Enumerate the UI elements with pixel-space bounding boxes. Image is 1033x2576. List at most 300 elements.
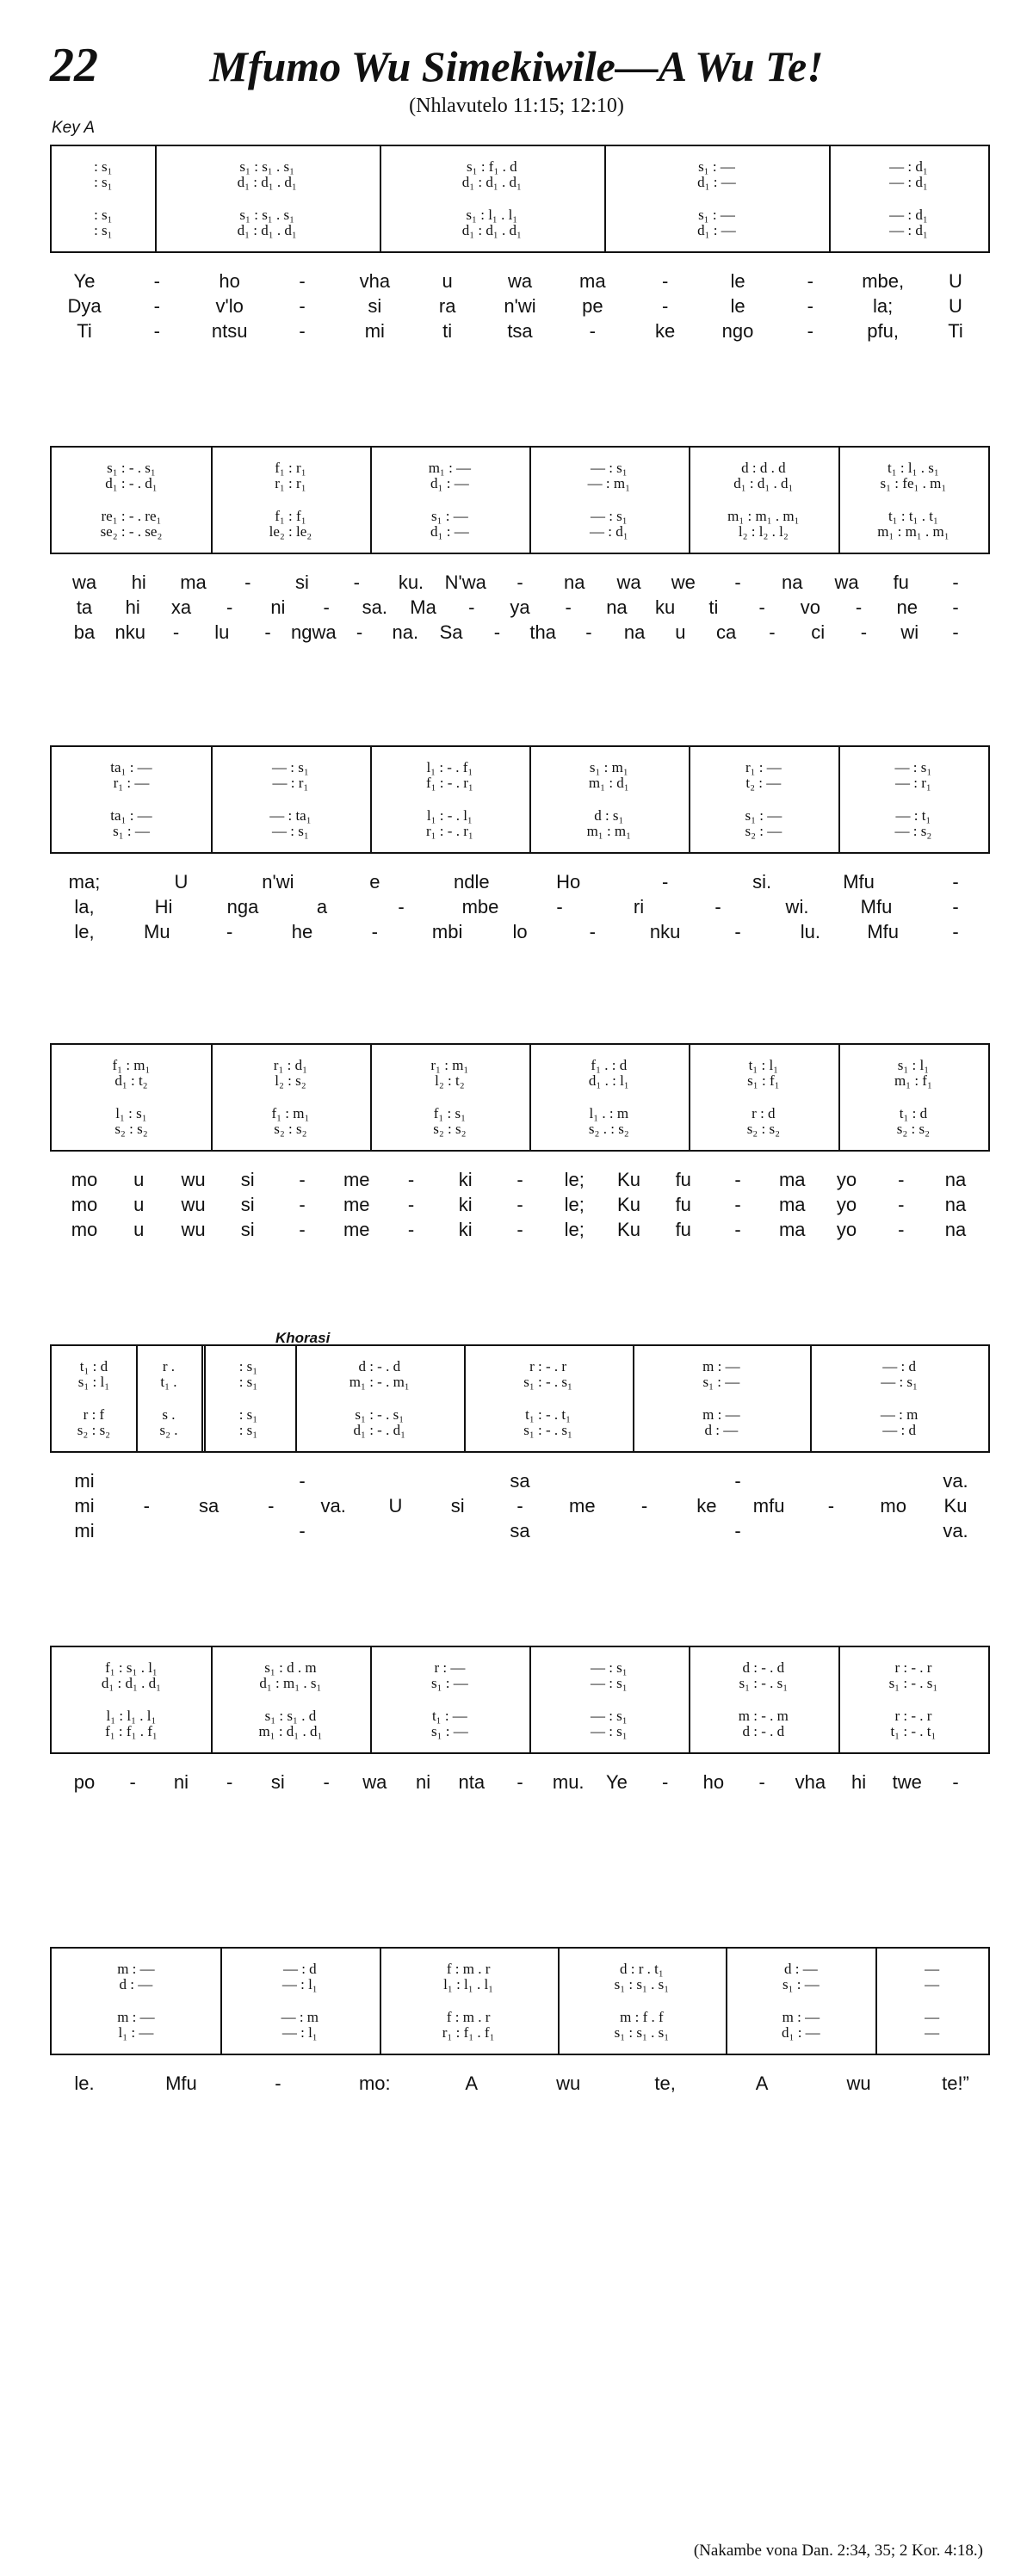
- lyric-syllable: A: [755, 2073, 769, 2094]
- solfa-cell: s₁ : l₁ . l₁: [466, 207, 518, 223]
- lyric-syllable: -: [275, 2073, 281, 2094]
- lyric-syllable: -: [153, 295, 160, 317]
- solfa-line: [52, 775, 988, 792]
- solfa-cell: — : t₁: [895, 807, 931, 824]
- solfa-cell: t₁ : - . t₁: [525, 1406, 572, 1423]
- solfa-cell: l₁ : s₁: [115, 1105, 147, 1121]
- key-signature: Key A: [52, 119, 95, 137]
- lyrics-block: [50, 270, 990, 345]
- lyric-syllable: va.: [943, 1520, 968, 1541]
- lyric-line: [50, 896, 990, 921]
- lyric-syllable: ke: [655, 320, 676, 342]
- lyric-syllable: -: [661, 270, 669, 292]
- solfa-cell: t₁ : - . t₁: [890, 1723, 937, 1739]
- lyric-syllable: si: [295, 571, 309, 593]
- solfa-cell: s₁ : —: [745, 807, 782, 824]
- lyric-syllable: -: [299, 1219, 306, 1240]
- notation-system: [50, 1646, 990, 1754]
- solfa-cell: r : d: [752, 1105, 776, 1121]
- solfa-cell: d : r . t₁: [620, 1961, 664, 1977]
- solfa-cell: s₁ : f₁ . d: [467, 158, 517, 175]
- solfa-cell: d₁ : - . d₁: [105, 475, 158, 491]
- lyric-syllable: -: [516, 1169, 523, 1190]
- solfa-cell: d₁ : m₁ . s₁: [259, 1675, 322, 1691]
- solfa-cell: m₁ : d₁: [588, 775, 629, 791]
- lyric-syllable: wi: [900, 621, 919, 643]
- solfa-cell: s₁ : —: [431, 1675, 468, 1691]
- lyric-syllable: tsa: [507, 320, 533, 342]
- lyric-syllable: twe: [892, 1771, 922, 1793]
- solfa-cell: d₁ : d₁ . d₁: [237, 222, 297, 238]
- solfa-cell: ta₁ : —: [110, 759, 152, 775]
- lyric-syllable: la;: [873, 295, 894, 317]
- solfa-cell: s₁ : - . s₁: [107, 460, 156, 476]
- lyric-line: [50, 1470, 990, 1495]
- solfa-cell: t₁ : d: [79, 1358, 108, 1374]
- lyric-syllable: ki: [458, 1169, 473, 1190]
- lyric-syllable: le;: [564, 1169, 585, 1190]
- solfa-cell: s₂ : —: [745, 823, 782, 839]
- lyric-syllable: si: [270, 1771, 285, 1793]
- lyric-syllable: mi: [74, 1495, 95, 1517]
- lyric-syllable: -: [264, 621, 271, 643]
- lyric-syllable: -: [898, 1194, 905, 1215]
- lyric-syllable: na: [564, 571, 585, 593]
- lyric-syllable: ku.: [398, 571, 424, 593]
- lyric-syllable: na: [606, 596, 628, 618]
- lyric-line: [50, 1169, 990, 1194]
- lyric-syllable: fu: [675, 1169, 691, 1190]
- lyric-syllable: ki: [458, 1219, 473, 1240]
- solfa-cell: f₁ : r₁: [275, 460, 306, 476]
- lyric-syllable: Ye: [73, 270, 96, 292]
- lyric-syllable: sa.: [362, 596, 388, 618]
- lyric-syllable: -: [299, 1169, 306, 1190]
- lyric-syllable: Ku: [943, 1495, 968, 1517]
- lyric-syllable: ta: [76, 596, 93, 618]
- lyric-syllable: sa: [510, 1520, 530, 1541]
- lyric-syllable: na: [623, 621, 646, 643]
- solfa-cell: — : s₁: [894, 759, 932, 775]
- solfa-cell: d₁ : - . d₁: [353, 1422, 406, 1438]
- solfa-cell: s₂ : s₂: [114, 1121, 148, 1137]
- lyrics-block: [50, 571, 990, 646]
- lyric-syllable: -: [516, 1771, 523, 1793]
- lyric-syllable: ki: [458, 1194, 473, 1215]
- lyric-syllable: -: [734, 1520, 741, 1541]
- lyric-syllable: Ti: [77, 320, 92, 342]
- solfa-cell: s₁ : s₁ . s₁: [614, 2024, 670, 2041]
- solfa-cell: m₁ : m₁ . m₁: [877, 523, 949, 540]
- lyric-syllable: me: [343, 1169, 370, 1190]
- solfa-cell: s₂ . : s₂: [588, 1121, 629, 1137]
- lyric-syllable: -: [661, 871, 669, 893]
- lyric-syllable: we: [671, 571, 696, 593]
- solfa-cell: r₁ : —: [113, 775, 150, 791]
- lyric-syllable: mo: [71, 1194, 98, 1215]
- lyric-syllable: U: [949, 295, 962, 317]
- lyric-syllable: le;: [564, 1194, 585, 1215]
- lyric-syllable: -: [807, 270, 813, 292]
- lyric-syllable: na.: [392, 621, 419, 643]
- solfa-cell: r : —: [434, 1659, 466, 1676]
- solfa-cell: s₁ : —: [702, 1374, 740, 1390]
- lyric-syllable: mbe: [461, 896, 499, 917]
- lyric-line: [50, 1219, 990, 1244]
- solfa-line: [52, 1976, 988, 1993]
- lyric-syllable: nku: [114, 621, 145, 643]
- lyric-syllable: hi: [131, 571, 146, 593]
- solfa-cell: se₂ : - . se₂: [100, 523, 163, 540]
- solfa-cell: — : s₁: [590, 1723, 628, 1739]
- lyric-line: [50, 1194, 990, 1219]
- solfa-cell: l₁ : - . f₁: [426, 759, 473, 775]
- solfa-cell: s₁ : m₁: [589, 759, 628, 775]
- lyric-syllable: me: [343, 1219, 370, 1240]
- lyric-syllable: si: [240, 1169, 255, 1190]
- solfa-cell: r : - . r: [894, 1659, 932, 1676]
- lyric-syllable: Sa: [439, 621, 463, 643]
- lyric-syllable: pfu,: [867, 320, 900, 342]
- lyric-syllable: wu: [846, 2073, 871, 2094]
- lyric-syllable: -: [516, 1194, 523, 1215]
- lyric-syllable: Ho: [556, 871, 581, 893]
- lyric-syllable: Ku: [617, 1219, 640, 1240]
- lyric-syllable: ni: [415, 1771, 431, 1793]
- solfa-line: [52, 2024, 988, 2042]
- lyric-syllable: -: [407, 1219, 415, 1240]
- solfa-cell: l₂ : s₂: [275, 1072, 306, 1089]
- lyric-syllable: fu: [675, 1194, 691, 1215]
- solfa-cell: s₁ : —: [698, 207, 735, 223]
- solfa-cell: r₁ : m₁: [430, 1057, 469, 1073]
- lyric-syllable: mfu: [752, 1495, 785, 1517]
- solfa-cell: d : s₁: [594, 807, 624, 824]
- solfa-cell: f : m . r: [446, 2009, 491, 2025]
- lyric-syllable: tha: [529, 621, 556, 643]
- lyric-syllable: u: [133, 1219, 145, 1240]
- lyric-syllable: -: [589, 320, 596, 342]
- lyric-syllable: Dya: [67, 295, 102, 317]
- lyric-syllable: ndle: [453, 871, 490, 893]
- solfa-line: [52, 174, 988, 191]
- lyric-syllable: na: [944, 1219, 967, 1240]
- lyric-line: [50, 871, 990, 896]
- solfa-cell: s₂ : s₂: [896, 1121, 931, 1137]
- solfa-cell: d : - . d: [742, 1723, 785, 1739]
- solfa-cell: d : - . d: [358, 1358, 401, 1374]
- lyrics-block: [50, 2073, 990, 2097]
- lyric-syllable: -: [244, 571, 251, 593]
- solfa-cell: f₁ : f₁ . f₁: [105, 1723, 158, 1739]
- lyric-syllable: yo: [836, 1169, 857, 1190]
- solfa-cell: — : s₁: [590, 1659, 628, 1676]
- solfa-cell: f₁ : m₁: [112, 1057, 151, 1073]
- lyric-syllable: le.: [74, 2073, 95, 2094]
- solfa-cell: s₁ : —: [698, 158, 735, 175]
- lyric-syllable: wu: [181, 1169, 206, 1190]
- lyric-syllable: ke: [696, 1495, 717, 1517]
- lyric-syllable: ca: [716, 621, 737, 643]
- lyric-syllable: A: [465, 2073, 479, 2094]
- lyric-line: [50, 1495, 990, 1520]
- lyric-syllable: me: [343, 1194, 370, 1215]
- lyric-syllable: vha: [359, 270, 391, 292]
- solfa-cell: f₁ : m₁: [271, 1105, 310, 1121]
- lyric-syllable: U: [949, 270, 962, 292]
- lyric-syllable: -: [407, 1194, 415, 1215]
- solfa-cell: m : f . f: [620, 2009, 664, 2025]
- solfa-cell: — : m: [880, 1406, 919, 1423]
- lyric-syllable: n'wi: [262, 871, 294, 893]
- solfa-cell: l₂ : t₂: [435, 1072, 465, 1089]
- solfa-cell: —: [925, 1961, 940, 1977]
- lyric-syllable: -: [952, 1771, 959, 1793]
- lyric-syllable: ma: [778, 1169, 806, 1190]
- lyric-syllable: -: [299, 270, 306, 292]
- solfa-cell: t₁ .: [160, 1374, 177, 1390]
- solfa-line: [52, 1723, 988, 1740]
- lyric-syllable: -: [565, 596, 572, 618]
- lyric-syllable: na: [782, 571, 803, 593]
- notation-system: [50, 446, 990, 554]
- solfa-line: [52, 1072, 988, 1090]
- lyrics-block: [50, 1771, 990, 1796]
- lyric-syllable: ba: [73, 621, 96, 643]
- lyric-syllable: mo: [71, 1169, 98, 1190]
- lyric-syllable: lu: [214, 621, 230, 643]
- lyric-syllable: mbi: [431, 921, 463, 942]
- solfa-cell: s₁ : s₁ . s₁: [239, 207, 295, 223]
- lyric-syllable: si: [240, 1194, 255, 1215]
- solfa-cell: l₁ : l₁ . l₁: [106, 1708, 157, 1724]
- solfa-cell: d : —: [704, 1422, 739, 1438]
- lyric-syllable: -: [153, 270, 160, 292]
- lyric-syllable: -: [299, 295, 306, 317]
- lyric-syllable: ku: [655, 596, 676, 618]
- lyric-syllable: ya: [510, 596, 530, 618]
- solfa-line: [52, 523, 988, 541]
- lyric-syllable: -: [356, 621, 363, 643]
- lyric-syllable: -: [855, 596, 863, 618]
- lyric-syllable: -: [898, 1169, 905, 1190]
- solfa-cell: : s₁: [238, 1374, 258, 1390]
- solfa-cell: m : —: [117, 1961, 155, 1977]
- lyric-syllable: -: [516, 1495, 523, 1517]
- lyrics-block: [50, 871, 990, 946]
- lyric-syllable: ti: [442, 320, 453, 342]
- lyric-syllable: -: [407, 1169, 415, 1190]
- solfa-cell: l₂ : l₂ . l₂: [738, 523, 789, 540]
- lyric-syllable: -: [734, 1219, 741, 1240]
- solfa-cell: t₁ : d: [899, 1105, 928, 1121]
- song-title: Mfumo Wu Simekiwile—A Wu Te!: [209, 42, 824, 90]
- lyric-syllable: ho: [219, 270, 240, 292]
- lyric-syllable: lo: [512, 921, 528, 942]
- solfa-cell: — : d₁: [889, 207, 928, 223]
- lyric-syllable: na: [944, 1169, 967, 1190]
- lyric-syllable: hi: [851, 1771, 867, 1793]
- solfa-cell: m₁ : m₁: [586, 823, 632, 839]
- lyric-syllable: sa: [510, 1470, 530, 1492]
- lyric-syllable: -: [734, 571, 741, 593]
- solfa-cell: m₁ : f₁: [894, 1072, 932, 1089]
- solfa-cell: — : s₁: [590, 508, 628, 524]
- solfa-cell: l₁ . : m: [589, 1105, 629, 1121]
- lyric-syllable: -: [585, 621, 592, 643]
- solfa-cell: m₁ : —: [428, 460, 472, 476]
- solfa-cell: — : d: [882, 1422, 916, 1438]
- lyric-line: [50, 571, 990, 596]
- lyric-syllable: e: [369, 871, 380, 893]
- lyric-syllable: fu: [675, 1219, 691, 1240]
- lyric-syllable: ma: [778, 1194, 806, 1215]
- solfa-cell: d₁ : d₁ . d₁: [237, 174, 297, 190]
- lyric-syllable: nta: [458, 1771, 486, 1793]
- lyric-syllable: -: [661, 295, 669, 317]
- solfa-cell: le₂ : le₂: [269, 523, 312, 540]
- solfa-line: [52, 823, 988, 840]
- solfa-cell: l₁ : - . l₁: [426, 807, 473, 824]
- solfa-cell: — : s₁: [590, 1675, 628, 1691]
- song-number: 22: [50, 39, 98, 92]
- solfa-cell: d₁ : —: [697, 174, 736, 190]
- solfa-cell: d : d . d: [741, 460, 786, 476]
- notation-system: [50, 1947, 990, 2055]
- solfa-cell: —: [925, 2024, 940, 2041]
- solfa-cell: f₁ : - . r₁: [425, 775, 473, 791]
- solfa-cell: : s₁: [238, 1358, 258, 1374]
- solfa-cell: r : - . r: [529, 1358, 567, 1374]
- lyric-syllable: mo: [880, 1495, 906, 1517]
- lyric-syllable: -: [226, 1771, 233, 1793]
- solfa-cell: d₁ : d₁ . d₁: [461, 174, 522, 190]
- lyric-syllable: -: [323, 596, 330, 618]
- lyric-syllable: te!”: [942, 2073, 969, 2094]
- lyric-syllable: -: [734, 1470, 741, 1492]
- solfa-line: [52, 1121, 988, 1138]
- solfa-cell: s₁ : - . s₁: [355, 1406, 405, 1423]
- solfa-cell: — : d₁: [889, 222, 928, 238]
- lyric-syllable: pe: [582, 295, 603, 317]
- solfa-cell: s₁ : fe₁ . m₁: [880, 475, 947, 491]
- lyric-syllable: ho: [702, 1771, 725, 1793]
- lyric-syllable: Ku: [617, 1169, 640, 1190]
- lyric-syllable: n'wi: [504, 295, 536, 317]
- lyric-line: [50, 921, 990, 946]
- solfa-cell: s₂ : s₂: [77, 1422, 111, 1438]
- notation-system: [50, 1344, 990, 1453]
- solfa-cell: t₁ : t₁ . t₁: [888, 508, 938, 524]
- lyric-syllable: -: [516, 1219, 523, 1240]
- lyric-syllable: u: [442, 270, 453, 292]
- lyric-syllable: si: [240, 1219, 255, 1240]
- lyric-syllable: -: [516, 571, 523, 593]
- solfa-line: [52, 759, 988, 776]
- lyric-syllable: wa: [616, 571, 641, 593]
- solfa-cell: — : l₁: [281, 2024, 318, 2041]
- lyric-syllable: mbe,: [862, 270, 905, 292]
- solfa-cell: : s₁: [238, 1406, 258, 1423]
- solfa-cell: t₁ : l₁ . s₁: [888, 460, 939, 476]
- solfa-cell: d₁ : d₁ . d₁: [101, 1675, 162, 1691]
- lyric-syllable: Ma: [410, 596, 436, 618]
- lyric-syllable: -: [952, 871, 959, 893]
- solfa-cell: — : ta₁: [269, 807, 312, 824]
- lyric-syllable: -: [299, 1194, 306, 1215]
- lyric-syllable: te,: [654, 2073, 676, 2094]
- solfa-cell: — : d₁: [889, 158, 928, 175]
- lyric-syllable: ma;: [68, 871, 101, 893]
- solfa-cell: — : s₁: [272, 823, 309, 839]
- solfa-cell: —: [925, 2009, 940, 2025]
- solfa-cell: f₁ . : d: [591, 1057, 628, 1073]
- solfa-cell: s₁ : - . s₁: [888, 1675, 938, 1691]
- solfa-cell: d₁ : d₁ . d₁: [461, 222, 522, 238]
- lyric-syllable: -: [827, 1495, 835, 1517]
- solfa-cell: d₁ : —: [430, 475, 469, 491]
- solfa-cell: — : d: [882, 1358, 916, 1374]
- solfa-cell: m₁ : d₁ . d₁: [258, 1723, 323, 1739]
- solfa-cell: r : f: [83, 1406, 105, 1423]
- lyric-syllable: wu: [181, 1194, 206, 1215]
- solfa-cell: s₂ .: [159, 1422, 178, 1438]
- solfa-cell: s₁ : —: [431, 508, 468, 524]
- lyric-syllable: ntsu: [211, 320, 248, 342]
- lyric-syllable: mu.: [552, 1771, 585, 1793]
- lyric-syllable: Mfu: [867, 921, 899, 942]
- lyric-syllable: -: [952, 621, 959, 643]
- lyric-syllable: -: [493, 621, 501, 643]
- lyric-syllable: le;: [564, 1219, 585, 1240]
- solfa-cell: m : —: [782, 2009, 820, 2025]
- lyric-syllable: -: [952, 596, 959, 618]
- lyric-syllable: -: [268, 1495, 275, 1517]
- solfa-cell: l₁ : —: [118, 2024, 154, 2041]
- lyric-syllable: ti: [708, 596, 719, 618]
- lyric-syllable: wa: [834, 571, 859, 593]
- lyric-line: [50, 270, 990, 295]
- solfa-cell: : s₁: [238, 1422, 258, 1438]
- solfa-cell: s₂ : s₂: [274, 1121, 307, 1137]
- lyric-syllable: -: [398, 896, 405, 917]
- solfa-line: [52, 475, 988, 492]
- solfa-cell: d₁ : d₁ . d₁: [733, 475, 794, 491]
- lyric-syllable: -: [952, 896, 959, 917]
- lyric-syllable: mi: [74, 1520, 95, 1541]
- lyric-line: [50, 596, 990, 621]
- lyrics-block: [50, 1169, 990, 1244]
- lyric-syllable: U: [388, 1495, 403, 1517]
- solfa-cell: t₁ : l₁: [748, 1057, 779, 1073]
- lyric-syllable: vha: [795, 1771, 826, 1793]
- solfa-cell: s₁ : l₁: [897, 1057, 930, 1073]
- lyric-syllable: -: [807, 320, 813, 342]
- solfa-line: [52, 1374, 988, 1391]
- solfa-cell: ta₁ : —: [110, 807, 152, 824]
- lyric-syllable: -: [758, 596, 765, 618]
- lyric-syllable: Ku: [617, 1194, 640, 1215]
- lyric-syllable: va.: [943, 1470, 968, 1492]
- solfa-cell: — : d: [282, 1961, 317, 1977]
- lyric-syllable: -: [898, 1219, 905, 1240]
- lyric-syllable: v'lo: [215, 295, 244, 317]
- solfa-cell: : s₁: [94, 174, 113, 190]
- lyric-syllable: Mu: [144, 921, 170, 942]
- solfa-cell: — : r₁: [272, 775, 309, 791]
- solfa-cell: — : m: [281, 2009, 319, 2025]
- lyric-syllable: u: [133, 1169, 145, 1190]
